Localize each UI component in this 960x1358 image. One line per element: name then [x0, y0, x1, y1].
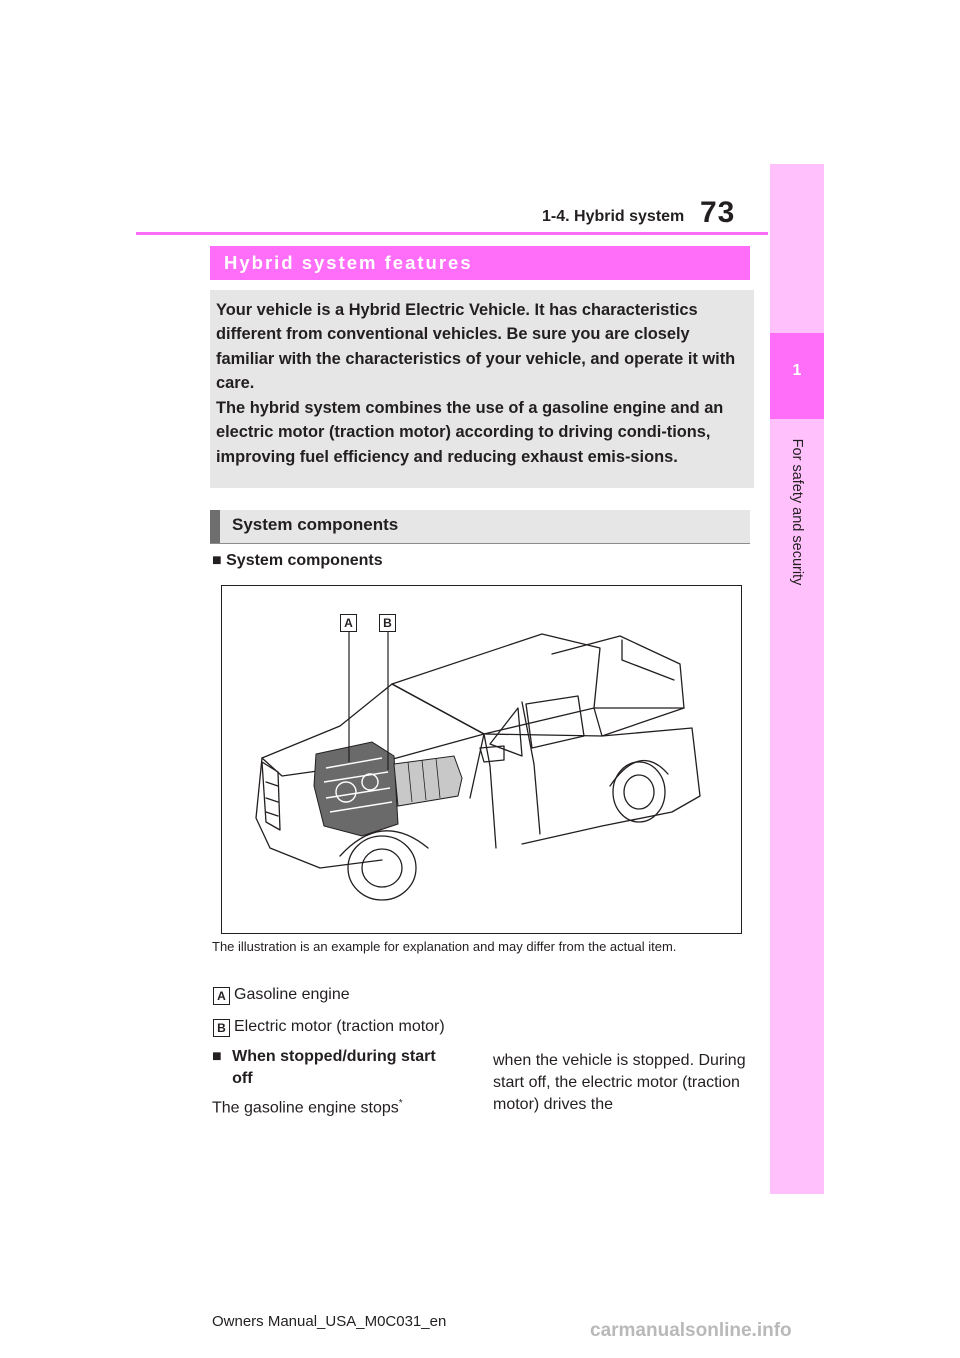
header-rule	[136, 232, 768, 235]
subsection-title: System components	[226, 552, 383, 569]
legend-key-b: B	[213, 1019, 230, 1037]
truck-drawing	[222, 586, 741, 933]
truck-illustration	[221, 585, 742, 934]
intro-paragraph-2: The hybrid system combines the use of a gasoline engine and an electric motor (traction motor) according to driving condi-tions, improving fuel efficiency and reducing exhaust emis-sions.	[216, 399, 724, 466]
bar-accent	[210, 510, 220, 543]
intro-box	[210, 290, 754, 488]
bullet-square: ■	[212, 552, 222, 569]
hybrid-features-banner	[210, 246, 750, 280]
section-title: 1-4. Hybrid system	[542, 208, 685, 225]
stopped-text-main: The gasoline engine stops	[212, 1099, 399, 1117]
page-number: 73	[700, 196, 736, 229]
legend-text-a: Gasoline engine	[234, 986, 350, 1003]
legend-text-b: Electric motor (traction motor)	[234, 1018, 445, 1035]
callout-label-b: B	[379, 614, 396, 632]
chapter-side-tab	[770, 164, 824, 1194]
subsection-heading	[212, 552, 383, 570]
system-components-bar-title: System components	[232, 515, 399, 534]
bullet-square: ■	[212, 1048, 222, 1065]
watermark: carmanualsonline.info	[590, 1320, 792, 1341]
stopped-title: When stopped/during start off	[232, 1048, 436, 1087]
chapter-label-text: For safety and security	[789, 438, 805, 586]
hybrid-features-title: Hybrid system features	[224, 252, 473, 273]
legend-key-a: A	[213, 987, 230, 1005]
footnote-mark: *	[398, 1098, 403, 1109]
illustration-caption: The illustration is an example for explanation and may differ from the actual item.	[212, 939, 677, 954]
callout-label-a: A	[340, 614, 357, 632]
stopped-text	[212, 1098, 403, 1117]
chapter-number: 1	[792, 362, 802, 379]
manual-id: Owners Manual_USA_M0C031_en	[212, 1313, 447, 1330]
stopped-heading	[212, 1046, 462, 1090]
intro-paragraph-1: Your vehicle is a Hybrid Electric Vehicle. It has characteristics different from conventional vehicles. Be sure you are closely familiar with the characteristics of your vehicle, and operate it with care.	[216, 301, 736, 393]
system-components-bar	[210, 510, 750, 544]
stopped-text-continued: when the vehicle is stopped. During start off, the electric motor (traction motor) drives the	[493, 1052, 746, 1113]
